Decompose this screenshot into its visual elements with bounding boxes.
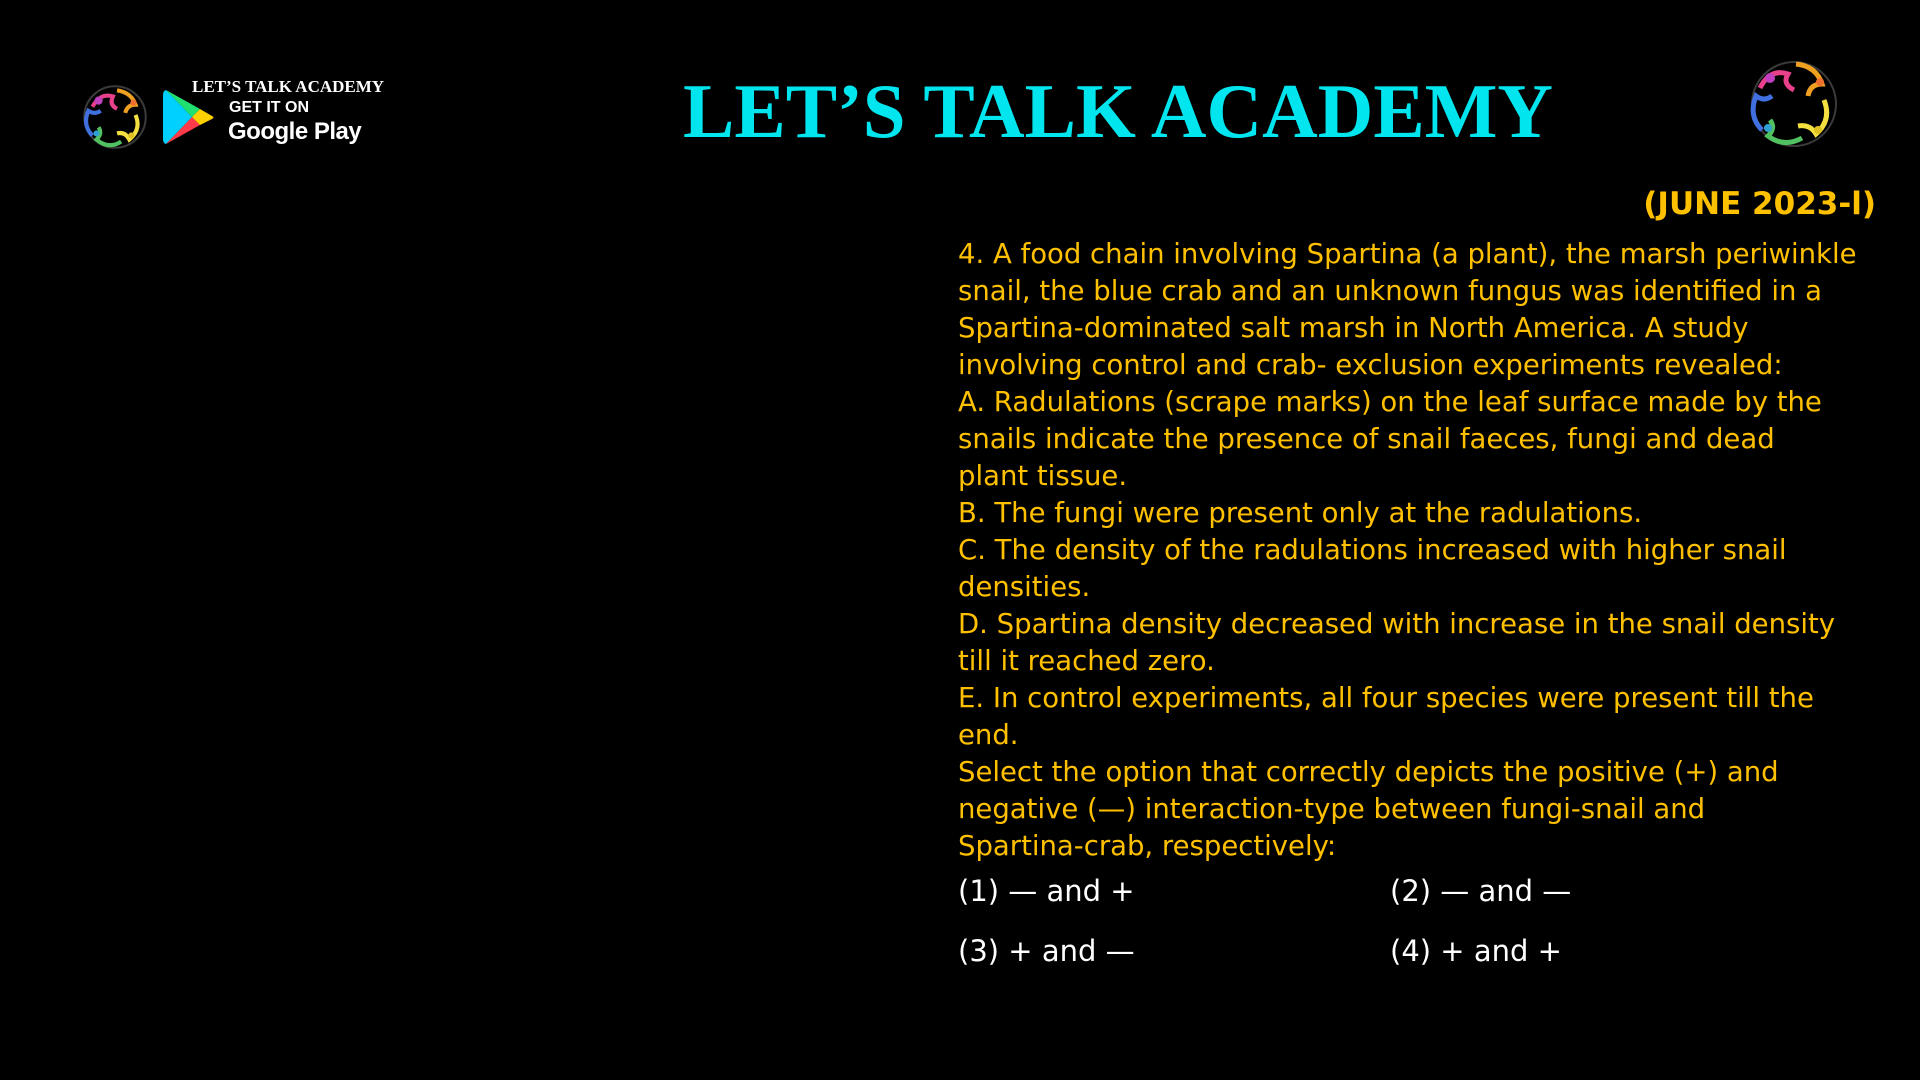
question-line: negative (—) interaction-type between fungi-snail and <box>958 793 1706 825</box>
google-play-badge[interactable] <box>74 72 414 162</box>
badge-get-it-on-label: GET IT ON <box>229 99 309 116</box>
lta-logo-icon <box>1738 48 1850 160</box>
question-line: A. Radulations (scrape marks) on the leaf surface made by the <box>958 386 1822 418</box>
question-line: Select the option that correctly depicts the positive (+) and <box>958 756 1779 788</box>
badge-store-label: Google Play <box>228 118 362 145</box>
question-line: B. The fungi were present only at the radulations. <box>958 497 1643 529</box>
option-1[interactable]: (1) — and + <box>958 874 1135 908</box>
option-2[interactable]: (2) — and — <box>1390 874 1572 908</box>
question-line: E. In control experiments, all four species were present till the <box>958 682 1814 714</box>
question-line: 4. A food chain involving Spartina (a plant), the marsh periwinkle <box>958 238 1857 270</box>
lta-logo-icon <box>74 76 156 158</box>
google-play-icon <box>162 88 216 146</box>
question-line: D. Spartina density decreased with increase in the snail density <box>958 608 1836 640</box>
question-line: snail, the blue crab and an unknown fungus was identified in a <box>958 275 1822 307</box>
question-line: till it reached zero. <box>958 645 1215 677</box>
question-line: involving control and crab- exclusion experiments revealed: <box>958 349 1783 381</box>
question-line: densities. <box>958 571 1091 603</box>
question-line: snails indicate the presence of snail faeces, fungi and dead <box>958 423 1775 455</box>
question-line: Spartina-dominated salt marsh in North America. A study <box>958 312 1749 344</box>
question-text <box>958 236 1918 865</box>
question-line: Spartina-crab, respectively: <box>958 830 1337 862</box>
badge-academy-label: LET’S TALK ACADEMY <box>192 77 385 96</box>
exam-tag: (JUNE 2023-l) <box>1643 186 1876 222</box>
question-line: C. The density of the radulations increased with higher snail <box>958 534 1787 566</box>
question-line: end. <box>958 719 1019 751</box>
question-line: plant tissue. <box>958 460 1128 492</box>
page-title: LET’S TALK ACADEMY <box>683 68 1553 154</box>
option-4[interactable]: (4) + and + <box>1390 934 1562 968</box>
option-3[interactable]: (3) + and — <box>958 934 1135 968</box>
